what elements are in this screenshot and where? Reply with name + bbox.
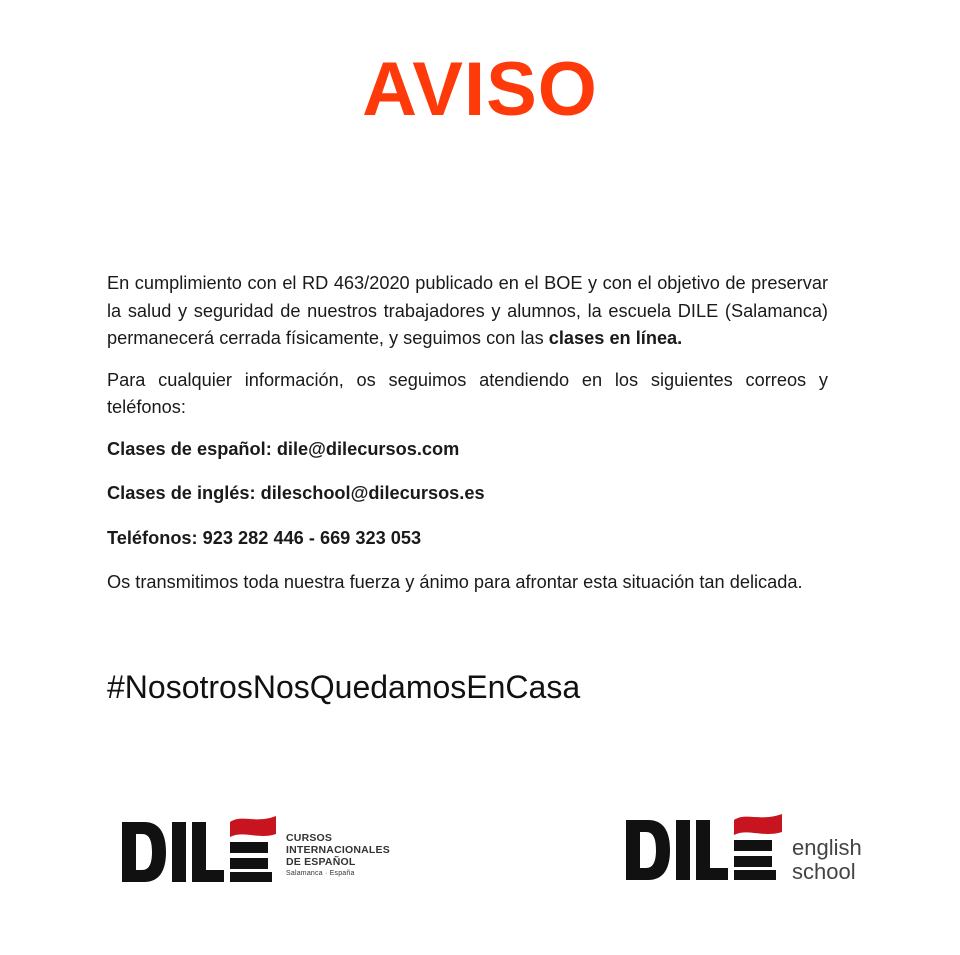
online-classes-text: clases en línea.: [548, 328, 683, 348]
logo-english-line1: english: [792, 835, 862, 860]
logo-cursos-line1: CURSOS: [286, 832, 333, 844]
paragraph-closing: Os transmitimos toda nuestra fuerza y ánimo para afrontar esta situación tan delicada.: [107, 572, 803, 592]
english-school-label: [792, 836, 862, 884]
dile-school-wordmark-icon: [622, 812, 786, 884]
dile-english-school-logo: [622, 812, 882, 884]
paragraph-closure: [107, 270, 828, 353]
contact-english: Clases de inglés: dileschool@dilecursos.es: [107, 483, 485, 503]
paragraph-contact-intro: Para cualquier información, os seguimos atendiendo en los siguientes correos y teléfonos:: [107, 369, 828, 417]
dile-wordmark-icon: [120, 812, 280, 884]
contact-phones: Teléfonos: 923 282 446 - 669 323 053: [107, 527, 422, 548]
contact-spanish: Clases de español: dile@dilecursos.com: [107, 438, 460, 459]
logo-cursos-line4: Salamanca · España: [286, 870, 355, 877]
dile-cursos-logo: [120, 812, 400, 884]
hashtag: #NosotrosNosQuedamosEnCasa: [107, 669, 581, 705]
logo-english-line2: school: [792, 859, 856, 884]
notice-body: [107, 270, 828, 611]
logo-cursos-line2: INTERNACIONALES: [286, 844, 390, 856]
notice-title: AVISO: [362, 47, 598, 132]
logo-cursos-line3: DE ESPAÑOL: [286, 856, 356, 868]
paragraph-closure-text: En cumplimiento con el RD 463/2020 publicado en el BOE y con el objetivo de preservar la salud y seguridad de nuestros trabajadores y alumnos, la escuela DILE (Salamanca) permanecerá cerrada físicamente, y seguimos con las: [107, 273, 828, 348]
dile-cursos-subtitle: [286, 832, 390, 880]
